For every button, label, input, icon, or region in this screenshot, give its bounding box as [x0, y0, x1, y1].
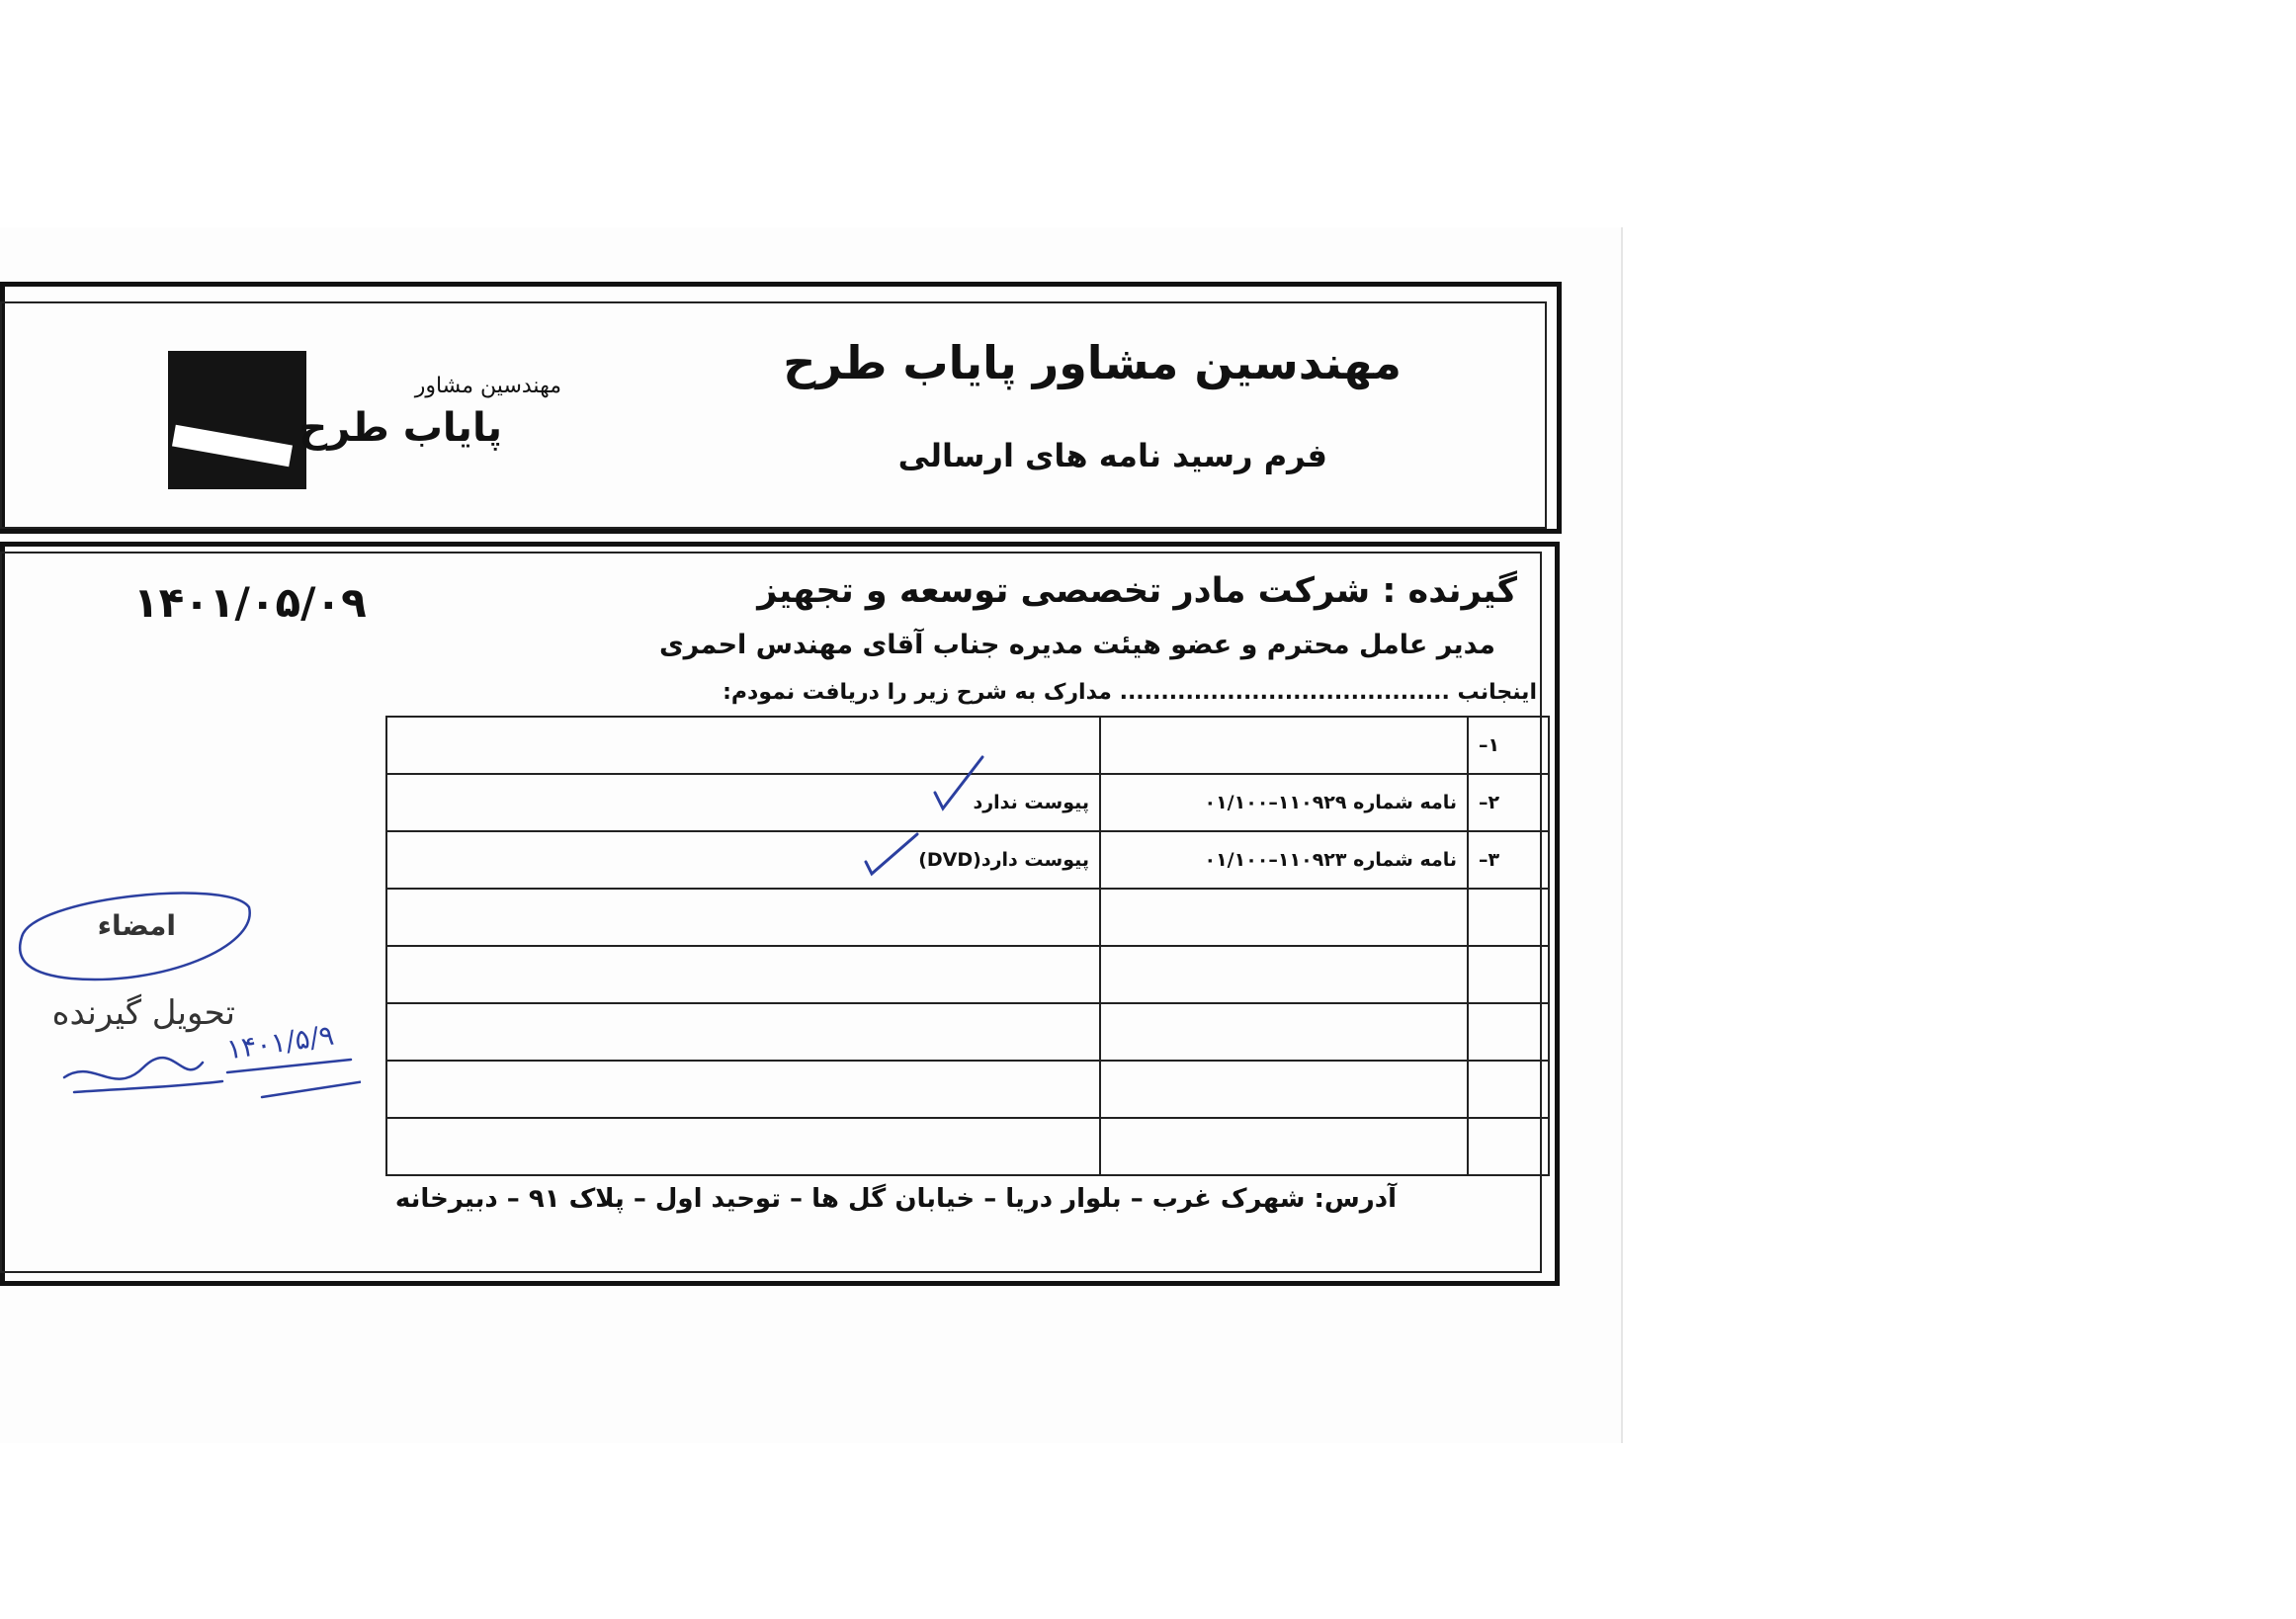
signature-label: امضاء: [97, 909, 176, 942]
row-number: [1468, 946, 1549, 1003]
logo-mark: [168, 351, 306, 489]
handwritten-signature: [54, 1018, 361, 1107]
letter-cell: [1100, 1118, 1468, 1175]
table-row: [386, 1003, 1549, 1061]
attachment-cell: [386, 946, 1100, 1003]
letter-cell: [1100, 1061, 1468, 1118]
row-number: ۳–: [1468, 831, 1549, 889]
attachment-cell: [386, 717, 1100, 774]
footer-address: آدرس: شهرک غرب – بلوار دریا – خیابان گل ها – توحید اول – پلاک ۹۱ – دبیرخانه: [394, 1184, 1397, 1214]
letter-cell: نامه شماره ۱۱۰۹۲۹–۰۱/۱۰۰: [1100, 774, 1468, 831]
recipient-title-line: مدیر عامل محترم و عضو هیئت مدیره جناب آقای مهندس احمری: [658, 630, 1495, 660]
row-number: [1468, 1061, 1549, 1118]
table-row: [386, 889, 1549, 946]
receiver-label: تحویل گیرنده: [51, 993, 235, 1033]
row-number: ۲–: [1468, 774, 1549, 831]
row-number: [1468, 1118, 1549, 1175]
row-number: [1468, 1003, 1549, 1061]
letter-cell: [1100, 889, 1468, 946]
attachment-cell: [386, 1118, 1100, 1175]
attachment-cell: پیوست ندارد: [386, 774, 1100, 831]
handwritten-date: ۱۴۰۱/۵/۹: [224, 1018, 336, 1066]
letter-cell: [1100, 717, 1468, 774]
declaration-line: اینجانب ........................................ مدارک به شرح زیر را دریافت نمودم:: [723, 680, 1537, 705]
attachment-cell: [386, 1061, 1100, 1118]
logo-text-small: مهندسین مشاور: [414, 374, 561, 398]
logo-text-large: پایاب طرح: [298, 405, 502, 451]
table-row: [386, 831, 1549, 889]
letter-cell: [1100, 1003, 1468, 1061]
form-date: ۱۴۰۱/۰۵/۰۹: [133, 578, 367, 627]
table-row: [386, 1118, 1549, 1175]
table-row: [386, 1061, 1549, 1118]
attachment-cell: [386, 1003, 1100, 1061]
checkmark-icon: [862, 822, 921, 882]
attachment-cell: [386, 889, 1100, 946]
company-title: مهندسین مشاور پایاب طرح: [783, 336, 1402, 389]
letter-cell: نامه شماره ۱۱۰۹۲۳–۰۱/۱۰۰: [1100, 831, 1468, 889]
row-number: ۱–: [1468, 717, 1549, 774]
checkmark-icon: [929, 753, 988, 812]
attachment-cell: پیوست دارد(DVD): [386, 831, 1100, 889]
letter-cell: [1100, 946, 1468, 1003]
recipient-line: گیرنده : شرکت مادر تخصصی توسعه و تجهیز: [757, 571, 1517, 611]
form-title: فرم رسید نامه های ارسالی: [897, 437, 1327, 474]
row-number: [1468, 889, 1549, 946]
table-row: [386, 946, 1549, 1003]
